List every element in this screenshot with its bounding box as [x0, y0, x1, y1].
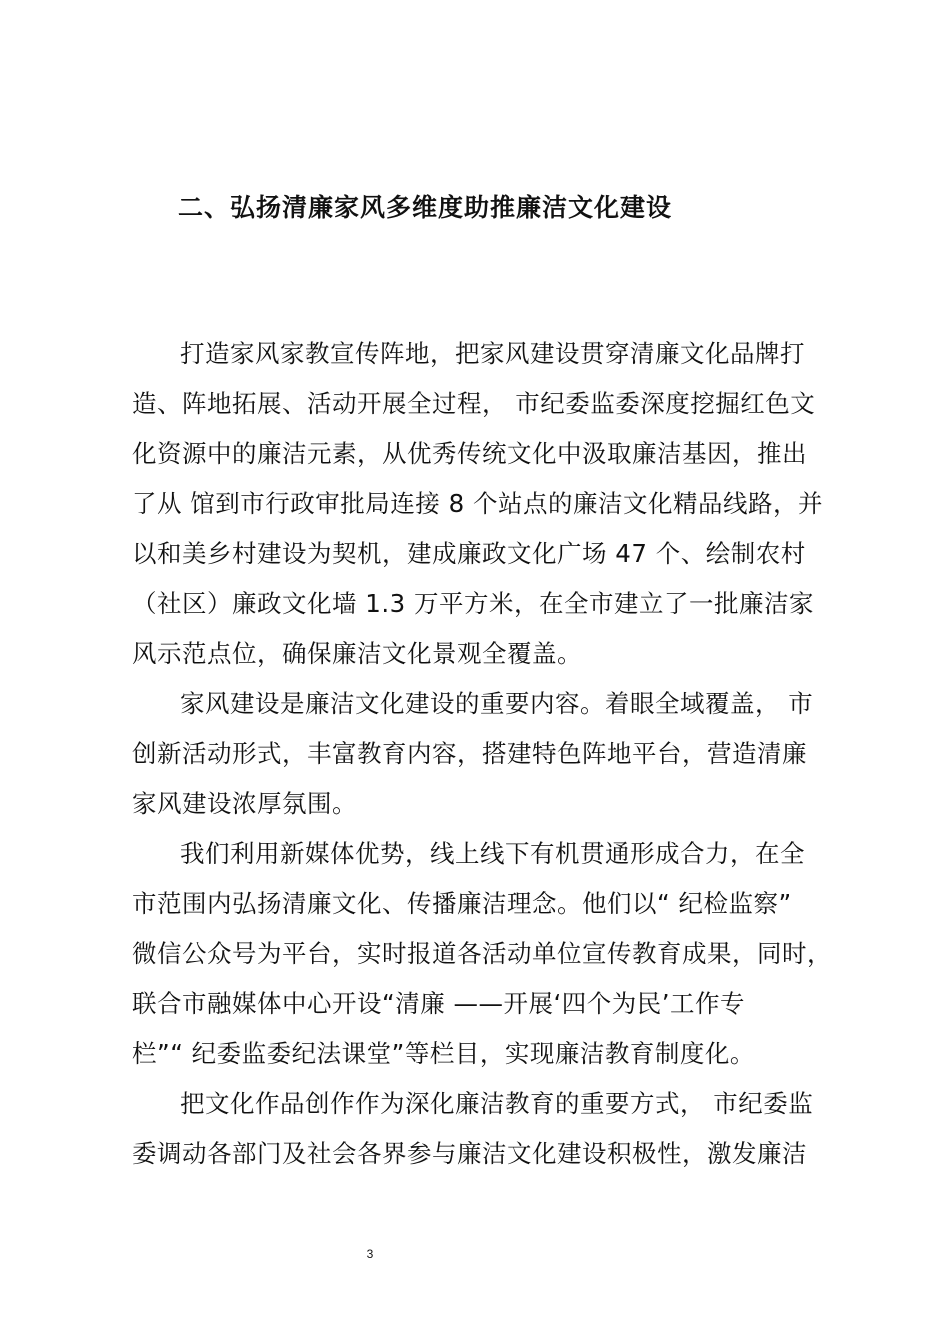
- paragraph-line: 以和美乡村建设为契机，建成廉政文化广场 47 个、绘制农村: [132, 539, 806, 568]
- paragraph-line: 联合市融媒体中心开设“清廉 ——开展‘四个为民’工作专: [132, 989, 746, 1018]
- paragraph-line: 风示范点位，确保廉洁文化景观全覆盖。: [132, 639, 582, 668]
- paragraph-line: 市范围内弘扬清廉文化、传播廉洁理念。他们以“ 纪检监察”: [132, 889, 792, 918]
- paragraph-line: 家风建设是廉洁文化建设的重要内容。着眼全域覆盖， 市: [180, 689, 814, 718]
- paragraph-line: 造、阵地拓展、活动开展全过程， 市纪委监委深度挖掘红色文: [132, 389, 816, 418]
- paragraph-line: 把文化作品创作作为深化廉洁教育的重要方式， 市纪委监: [180, 1089, 814, 1118]
- section-heading: 二、弘扬清廉家风多维度助推廉洁文化建设: [178, 193, 673, 222]
- paragraph-line: 了从 馆到市行政审批局连接 8 个站点的廉洁文化精品线路，并: [132, 489, 823, 518]
- paragraph-line: 微信公众号为平台，实时报道各活动单位宣传教育成果，同时，: [132, 939, 832, 968]
- paragraph-line: 打造家风家教宣传阵地，把家风建设贯穿清廉文化品牌打: [180, 339, 805, 368]
- paragraph-line: 创新活动形式，丰富教育内容，搭建特色阵地平台，营造清廉: [132, 739, 807, 768]
- paragraph-line: 我们利用新媒体优势，线上线下有机贯通形成合力，在全: [180, 839, 805, 868]
- paragraph-line: 化资源中的廉洁元素，从优秀传统文化中汲取廉洁基因，推出: [132, 439, 807, 468]
- paragraph-line: 委调动各部门及社会各界参与廉洁文化建设积极性，激发廉洁: [132, 1139, 807, 1168]
- page-number: 3: [366, 1247, 374, 1261]
- paragraph-line: 栏”“ 纪委监委纪法课堂”等栏目，实现廉洁教育制度化。: [132, 1039, 755, 1068]
- paragraph-line: 家风建设浓厚氛围。: [132, 789, 357, 818]
- paragraph-line: （社区）廉政文化墙 1.3 万平方米，在全市建立了一批廉洁家: [132, 589, 815, 618]
